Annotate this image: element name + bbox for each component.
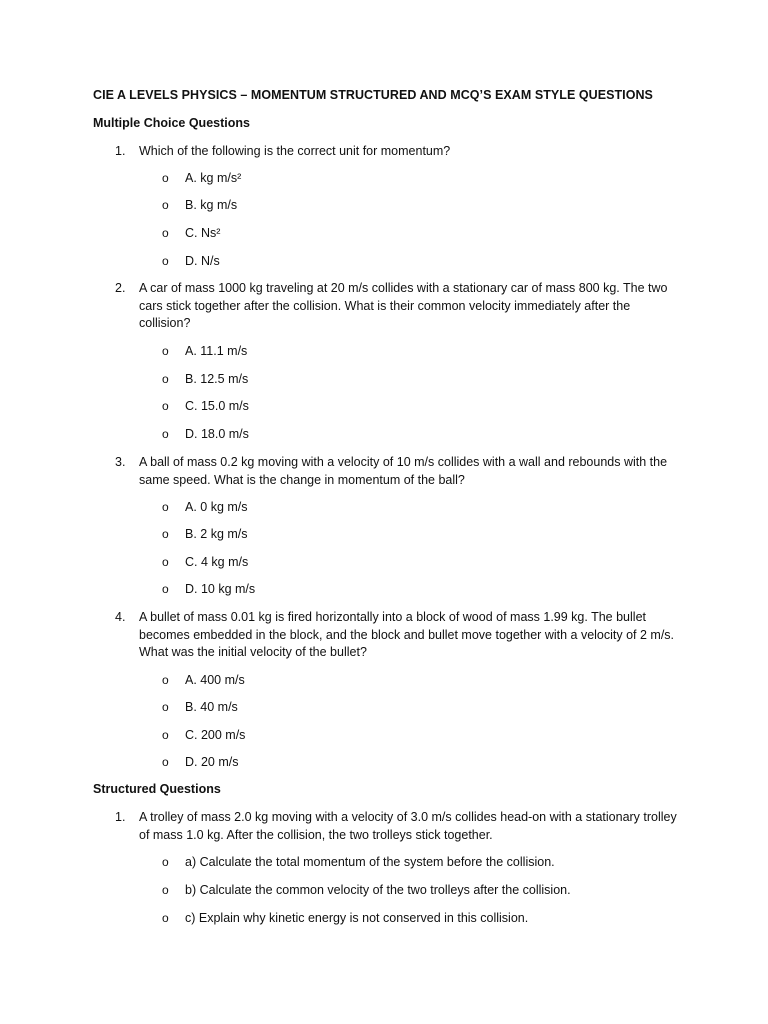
- question-number: 3.: [115, 455, 126, 469]
- option-text: B. 12.5 m/s: [185, 372, 249, 386]
- mcq-section-heading: Multiple Choice Questions: [93, 116, 250, 130]
- option-text: D. 18.0 m/s: [185, 427, 249, 441]
- option-text: B. kg m/s: [185, 198, 238, 212]
- option-text: C. Ns²: [185, 226, 221, 240]
- option-text: A. kg m/s²: [185, 171, 242, 185]
- option-text: D. 20 m/s: [185, 755, 239, 769]
- mcq-question-2: [115, 280, 685, 333]
- bullet-icon: o: [162, 855, 169, 869]
- document-title: CIE A LEVELS PHYSICS – MOMENTUM STRUCTURED AND MCQ’S EXAM STYLE QUESTIONS: [93, 88, 653, 102]
- bullet-icon: o: [162, 555, 169, 569]
- option-text: D. 10 kg m/s: [185, 582, 256, 596]
- option-text: C. 200 m/s: [185, 728, 246, 742]
- bullet-icon: o: [162, 527, 169, 541]
- question-number: 4.: [115, 610, 126, 624]
- mcq-question-3: [115, 454, 685, 489]
- question-number: 2.: [115, 281, 126, 295]
- option-text: C. 4 kg m/s: [185, 555, 249, 569]
- bullet-icon: o: [162, 883, 169, 897]
- bullet-icon: o: [162, 700, 169, 714]
- bullet-icon: o: [162, 582, 169, 596]
- bullet-icon: o: [162, 372, 169, 386]
- question-text: A car of mass 1000 kg traveling at 20 m/s collides with a stationary car of mass 800 kg. The two cars stick together after the collision. What is their common velocity immediately after the collision?: [139, 281, 668, 330]
- option-text: A. 0 kg m/s: [185, 500, 248, 514]
- bullet-icon: o: [162, 911, 169, 925]
- bullet-icon: o: [162, 254, 169, 268]
- part-text: b) Calculate the common velocity of the two trolleys after the collision.: [185, 883, 571, 897]
- bullet-icon: o: [162, 728, 169, 742]
- part-text: a) Calculate the total momentum of the system before the collision.: [185, 855, 555, 869]
- bullet-icon: o: [162, 198, 169, 212]
- bullet-icon: o: [162, 171, 169, 185]
- option-text: C. 15.0 m/s: [185, 399, 249, 413]
- part-text: c) Explain why kinetic energy is not conserved in this collision.: [185, 911, 529, 925]
- question-text: A trolley of mass 2.0 kg moving with a velocity of 3.0 m/s collides head-on with a stationary trolley of mass 1.0 kg. After the collision, the two trolleys stick together.: [139, 810, 677, 842]
- option-text: A. 400 m/s: [185, 673, 245, 687]
- question-number: 1.: [115, 810, 126, 824]
- option-text: B. 40 m/s: [185, 700, 238, 714]
- question-number: 1.: [115, 144, 126, 158]
- option-text: A. 11.1 m/s: [185, 344, 248, 358]
- question-text: A ball of mass 0.2 kg moving with a velocity of 10 m/s collides with a wall and rebounds with the same speed. What is the change in momentum of the ball?: [139, 455, 668, 487]
- question-text: A bullet of mass 0.01 kg is fired horizontally into a block of wood of mass 1.99 kg. The bullet becomes embedded in the block, and the block and bullet move together with a velocity of 2 m/s. What was the initial velocity of the bullet?: [139, 610, 675, 659]
- mcq-question-1: [115, 143, 685, 161]
- bullet-icon: o: [162, 226, 169, 240]
- structured-question-1: [115, 809, 685, 844]
- bullet-icon: o: [162, 427, 169, 441]
- bullet-icon: o: [162, 399, 169, 413]
- bullet-icon: o: [162, 673, 169, 687]
- bullet-icon: o: [162, 344, 169, 358]
- bullet-icon: o: [162, 755, 169, 769]
- structured-section-heading: Structured Questions: [93, 782, 221, 796]
- bullet-icon: o: [162, 500, 169, 514]
- option-text: D. N/s: [185, 254, 220, 268]
- option-text: B. 2 kg m/s: [185, 527, 248, 541]
- question-text: Which of the following is the correct unit for momentum?: [139, 144, 451, 158]
- mcq-question-4: [115, 609, 685, 662]
